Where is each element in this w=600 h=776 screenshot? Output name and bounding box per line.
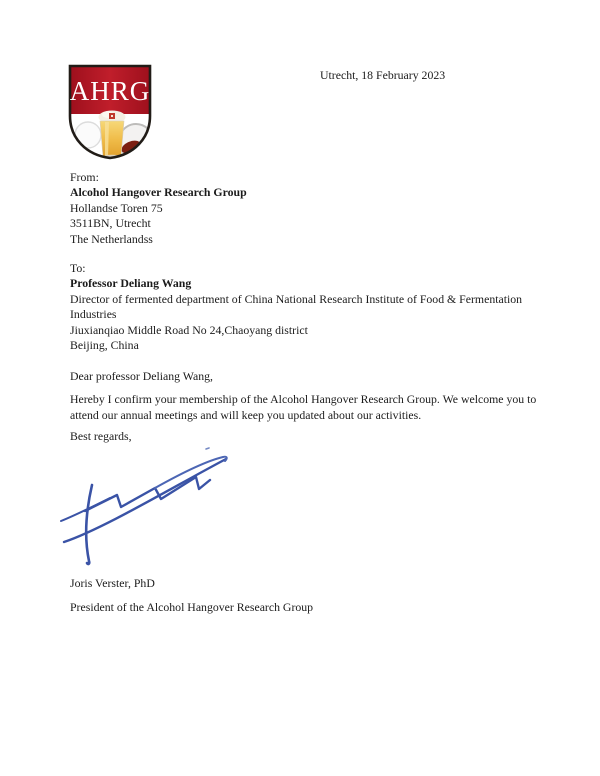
empty-glass-icon: [75, 122, 101, 148]
signature-ink: [58, 445, 234, 571]
to-address-line: Industries: [70, 307, 117, 322]
body-paragraph: Hereby I confirm your membership of the Alcohol Hangover Research Group. We welcome you to attend our annual meetings and will keep you updated about our activities.: [70, 392, 537, 422]
signature-stroke: [155, 457, 227, 488]
from-label: From:: [70, 170, 99, 184]
to-address-line: Director of fermented department of China National Research Institute of Food & Fermentation: [70, 291, 523, 306]
from-block: [70, 170, 370, 247]
signature-dot: [206, 448, 209, 449]
wine-spill: [143, 148, 152, 158]
beer-glass-body: [100, 121, 124, 157]
to-address-line: Beijing, China: [70, 338, 139, 353]
to-label: To:: [70, 261, 86, 275]
from-address-line: Hollandse Toren 75: [70, 200, 163, 215]
letter-date: Utrecht, 18 February 2023: [320, 68, 446, 82]
to-block: [70, 261, 575, 353]
logo-acronym-text: AHRG: [69, 76, 151, 106]
from-organization: Alcohol Hangover Research Group: [70, 185, 247, 200]
beer-glass-emblem-mark: [111, 115, 113, 117]
from-address-line: 3511BN, Utrecht: [70, 216, 151, 231]
salutation: Dear professor Deliang Wang,: [70, 369, 213, 383]
to-recipient: Professor Deliang Wang: [70, 276, 192, 291]
wine-spill-drop: [141, 156, 145, 160]
signer-name: Joris Verster, PhD: [70, 576, 155, 590]
closing: Best regards,: [70, 429, 132, 443]
from-address-line: The Netherlandss: [70, 231, 153, 246]
to-address-line: Jiuxianqiao Middle Road No 24,Chaoyang district: [70, 322, 308, 337]
signer-title: President of the Alcohol Hangover Research Group: [70, 600, 314, 614]
signature-stroke: [86, 485, 92, 564]
ahrg-shield-logo: [68, 64, 152, 160]
signature-stroke: [85, 477, 210, 511]
